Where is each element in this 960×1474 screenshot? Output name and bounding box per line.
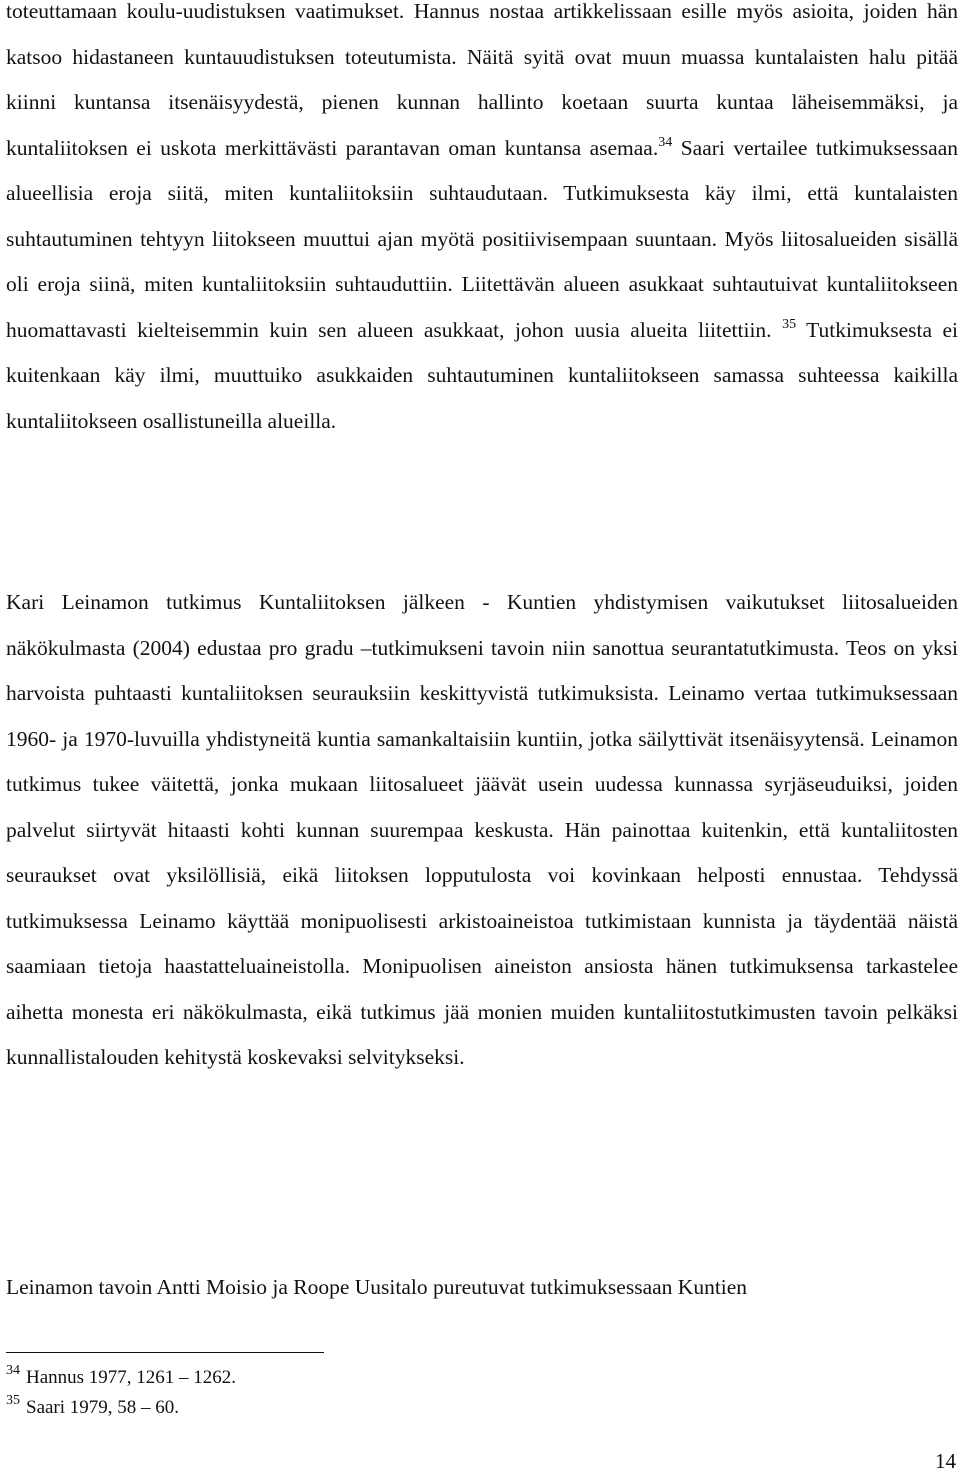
body-paragraph-1 (6, 0, 958, 444)
footnote-number: 35 (6, 1393, 20, 1408)
footnote-separator (6, 1352, 324, 1353)
footnote-text: Hannus 1977, 1261 – 1262. (26, 1367, 237, 1388)
footnote-ref-34[interactable]: 34 (658, 134, 673, 150)
paragraph-1-text-a: toteuttamaan koulu-uudistuksen vaatimukset. Hannus nostaa artikkelissaan esille myös asioita, joiden hän katsoo hidastaneen kuntauudistuksen toteutumista. Näitä syitä ovat muun muassa kuntalaisten halu pitää kiinni kuntansa itsenäisyydestä, pienen kunnan hallinto koetaan suurta kuntaa läheisemmäksi, ja kuntaliitoksen ei uskota merkittävästi parantavan oman kuntansa asemaa. (6, 0, 958, 160)
footnote-35 (6, 1393, 180, 1422)
footnote-34 (6, 1363, 237, 1392)
page-number: 14 (935, 1449, 956, 1473)
body-paragraph-3: Leinamon tavoin Antti Moisio ja Roope Uusitalo pureutuvat tutkimuksessaan Kuntien (6, 1275, 748, 1299)
body-paragraph-2: Kari Leinamon tutkimus Kuntaliitoksen jälkeen - Kuntien yhdistymisen vaikutukset liitosalueiden näkökulmasta (2004) edustaa pro gradu –tutkimukseni tavoin niin sanottua seurantatutkimusta. Teos on yksi harvoista puhtaasti kuntaliitoksen seurauksiin keskittyvistä tutkimuksista. Leinamo vertaa tutkimuksessaan 1960- ja 1970-luvuilla yhdistyneitä kuntia samankaltaisiin kuntiin, jotka säilyttivät itsenäisyytensä. Leinamon tutkimus tukee väitettä, jonka mukaan liitosalueet jäävät usein uudessa kunnassa syrjäseuduiksi, joiden palvelut siirtyvät hitaasti kohti kunnan suurempaa keskusta. Hän painottaa kuitenkin, että kuntaliitosten seuraukset ovat yksilöllisiä, eikä liitoksen lopputulosta voi kovinkaan helposti ennustaa. Tehdyssä tutkimuksessa Leinamo käyttää monipuolisesti arkistoaineistoa tutkimistaan kunnista ja täydentää näistä saamiaan tietoja haastatteluaineistolla. Monipuolisen aineiston ansiosta hänen tutkimuksensa tarkastelee aihetta monesta eri näkökulmasta, eikä tutkimus jää monien muiden kuntaliitostutkimusten tavoin pelkäksi kunnallistalouden kehitystä koskevaksi selvitykseksi. (6, 590, 958, 1069)
paragraph-1-text-c: Tutkimuksesta ei kuitenkaan käy ilmi, muuttuiko asukkaiden suhtautuminen kuntaliitokseen samassa suhteessa kaikilla kuntaliitokseen osallistuneilla alueilla. (6, 317, 959, 433)
footnote-ref-35[interactable]: 35 (782, 316, 797, 332)
footnote-number: 34 (6, 1363, 20, 1378)
footnote-text: Saari 1979, 58 – 60. (26, 1397, 180, 1418)
paragraph-1-text-b: Saari vertailee tutkimuksessaan alueellisia eroja siitä, miten kuntaliitoksiin suhtaudutaan. Tutkimuksesta käy ilmi, että kuntalaisten suhtautuminen tehtyyn liitokseen muuttui ajan myötä positiivisempaan suuntaan. Myös liitosalueiden sisällä oli eroja siinä, miten kuntaliitoksiin suhtauduttiin. Liitettävän alueen asukkaat suhtautuivat kuntaliitokseen huomattavasti kielteisemmin kuin sen alueen asukkaat, johon uusia alueita liitettiin. (6, 135, 958, 342)
